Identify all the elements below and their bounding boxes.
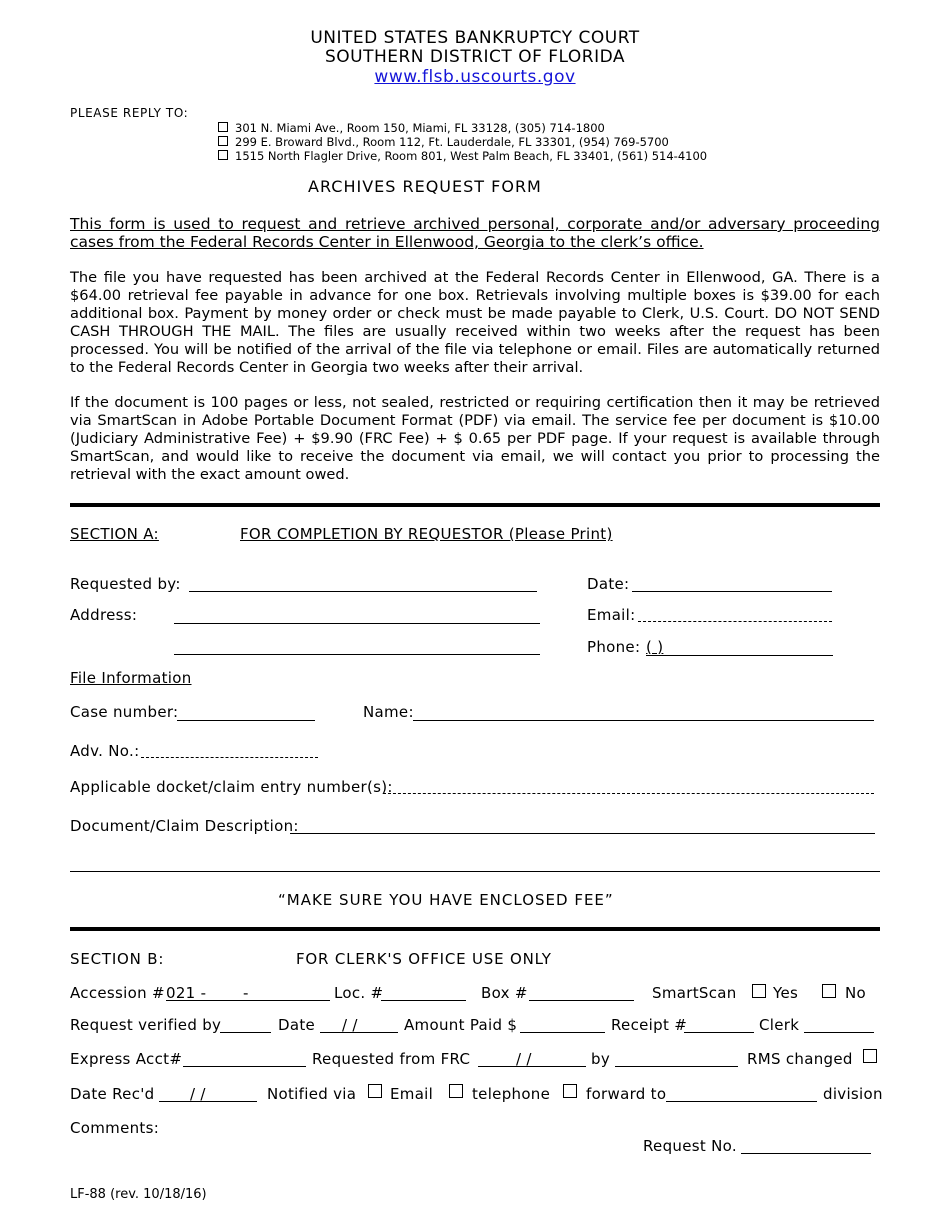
name-field[interactable] — [413, 720, 874, 721]
address-option-west-palm-beach[interactable]: 1515 North Flagler Drive, Room 801, West Palm Beach, FL 33401, (561) 514-4100 — [218, 149, 707, 163]
express-acct-field[interactable] — [183, 1066, 306, 1067]
description-field[interactable] — [290, 833, 875, 834]
email-field[interactable] — [638, 621, 832, 622]
request-no-field[interactable] — [741, 1153, 871, 1154]
reply-label: PLEASE REPLY TO: — [70, 106, 189, 120]
accession-dash: - — [243, 984, 249, 1002]
accession-field[interactable] — [166, 1000, 330, 1001]
notified-via-label: Notified via — [267, 1085, 357, 1103]
email-label: Email: — [587, 606, 636, 624]
checkbox-icon[interactable] — [218, 122, 228, 132]
requested-by-field[interactable] — [189, 591, 537, 592]
by-field[interactable] — [615, 1066, 738, 1067]
amount-paid-label: Amount Paid $ — [404, 1016, 518, 1034]
section-divider — [70, 503, 880, 507]
section-a-label: SECTION A: — [70, 525, 159, 543]
rms-changed-label: RMS changed — [747, 1050, 853, 1068]
notified-email-checkbox[interactable] — [368, 1084, 382, 1098]
docket-label: Applicable docket/claim entry number(s): — [70, 778, 393, 796]
form-title: ARCHIVES REQUEST FORM — [308, 177, 542, 196]
date-recd-field[interactable] — [159, 1101, 257, 1102]
form-revision: LF-88 (rev. 10/18/16) — [70, 1187, 207, 1202]
comments-label: Comments: — [70, 1119, 160, 1137]
file-information-heading: File Information — [70, 669, 192, 687]
phone-field[interactable] — [646, 655, 833, 656]
date-label: Date: — [587, 575, 630, 593]
forward-to-label: forward to — [586, 1085, 667, 1103]
address-field-line-1[interactable] — [174, 623, 540, 624]
court-name: UNITED STATES BANKRUPTCY COURT — [310, 28, 640, 48]
smartscan-no-checkbox[interactable] — [822, 984, 836, 998]
smartscan-yes-checkbox[interactable] — [752, 984, 766, 998]
date-recd-label: Date Rec'd — [70, 1085, 155, 1103]
request-verified-field[interactable] — [220, 1032, 271, 1033]
verified-date-field[interactable] — [320, 1032, 398, 1033]
verified-date-label: Date — [278, 1016, 316, 1034]
section-b-title: FOR CLERK'S OFFICE USE ONLY — [296, 950, 552, 968]
accession-prefix: 021 - — [166, 984, 207, 1002]
frc-date-field[interactable] — [478, 1066, 586, 1067]
loc-field[interactable] — [381, 1000, 466, 1001]
fee-notice: “MAKE SURE YOU HAVE ENCLOSED FEE” — [278, 891, 614, 909]
smartscan-paragraph: If the document is 100 pages or less, not sealed, restricted or requiring certification then it may be retrieved via SmartScan in Adobe Portable Document Format (PDF) via email. The service fee per document is $10.00 (Judiciary Administrative Fee) + $9.90 (FRC Fee) + $ 0.65 per PDF page. If your request is available through SmartScan, and would like to receive the document via email, we will contact you prior to processing the retrieval with the exact amount owed. — [70, 394, 880, 483]
address-label: Address: — [70, 606, 138, 624]
checkbox-icon[interactable] — [218, 150, 228, 160]
request-verified-label: Request verified by — [70, 1016, 222, 1034]
smartscan-no-label: No — [845, 984, 866, 1002]
address-field-line-2[interactable] — [174, 654, 540, 655]
request-no-label: Request No. — [643, 1137, 737, 1155]
amount-paid-field[interactable] — [520, 1032, 605, 1033]
name-label: Name: — [363, 703, 414, 721]
requested-from-frc-label: Requested from FRC — [312, 1050, 471, 1068]
phone-area-code: ( ) — [646, 638, 664, 656]
website-link[interactable]: www.flsb.uscourts.gov — [374, 67, 576, 87]
requested-by-label: Requested by: — [70, 575, 181, 593]
adv-no-label: Adv. No.: — [70, 742, 140, 760]
box-field[interactable] — [529, 1000, 634, 1001]
checkbox-icon[interactable] — [218, 136, 228, 146]
receipt-field[interactable] — [684, 1032, 754, 1033]
section-a-title: FOR COMPLETION BY REQUESTOR (Please Print) — [240, 525, 613, 543]
loc-label: Loc. # — [334, 984, 384, 1002]
adv-no-field[interactable] — [141, 757, 318, 758]
rms-changed-checkbox[interactable] — [863, 1049, 877, 1063]
address-option-miami[interactable]: 301 N. Miami Ave., Room 150, Miami, FL 33128, (305) 714-1800 — [218, 121, 605, 135]
recd-date-slashes: / / — [190, 1085, 206, 1103]
description-line-2[interactable] — [70, 871, 880, 872]
verified-date-slashes: / / — [342, 1016, 358, 1034]
division-label: division — [823, 1085, 883, 1103]
receipt-label: Receipt # — [611, 1016, 688, 1034]
intro-text: This form is used to request and retrieve archived personal, corporate and/or adversary proceeding cases from the Federal Records Center in Ellenwood, Georgia to the clerk’s office. — [70, 215, 880, 251]
frc-date-slashes: / / — [516, 1050, 532, 1068]
accession-label: Accession # — [70, 984, 165, 1002]
forward-to-checkbox[interactable] — [563, 1084, 577, 1098]
docket-field[interactable] — [383, 793, 874, 794]
address-option-ft-lauderdale[interactable]: 299 E. Broward Blvd., Room 112, Ft. Lauderdale, FL 33301, (954) 769-5700 — [218, 135, 669, 149]
box-label: Box # — [481, 984, 528, 1002]
section-divider — [70, 927, 880, 931]
section-b-label: SECTION B: — [70, 950, 165, 968]
express-acct-label: Express Acct# — [70, 1050, 183, 1068]
smartscan-yes-label: Yes — [773, 984, 799, 1002]
by-label: by — [591, 1050, 610, 1068]
case-number-field[interactable] — [177, 720, 315, 721]
description-label: Document/Claim Description: — [70, 817, 299, 835]
notified-email-label: Email — [390, 1085, 434, 1103]
date-field[interactable] — [632, 591, 832, 592]
forward-to-field[interactable] — [666, 1101, 817, 1102]
fee-paragraph: The file you have requested has been archived at the Federal Records Center in Ellenwood, GA. There is a $64.00 retrieval fee payable in advance for one box. Retrievals involving multiple boxes is $39.00 for each additional box. Payment by money order or check must be made payable to Clerk, U.S. Court. DO NOT SEND CASH THROUGH THE MAIL. The files are usually received within two weeks after the request has been processed. You will be notified of the arrival of the file via telephone or email. Files are automatically returned to the Federal Records Center in Georgia two weeks after their arrival. — [70, 269, 880, 376]
notified-telephone-checkbox[interactable] — [449, 1084, 463, 1098]
clerk-field[interactable] — [804, 1032, 874, 1033]
smartscan-label: SmartScan — [652, 984, 737, 1002]
notified-telephone-label: telephone — [472, 1085, 551, 1103]
clerk-label: Clerk — [759, 1016, 800, 1034]
case-number-label: Case number: — [70, 703, 179, 721]
phone-label: Phone: — [587, 638, 641, 656]
district-name: SOUTHERN DISTRICT OF FLORIDA — [324, 47, 626, 67]
